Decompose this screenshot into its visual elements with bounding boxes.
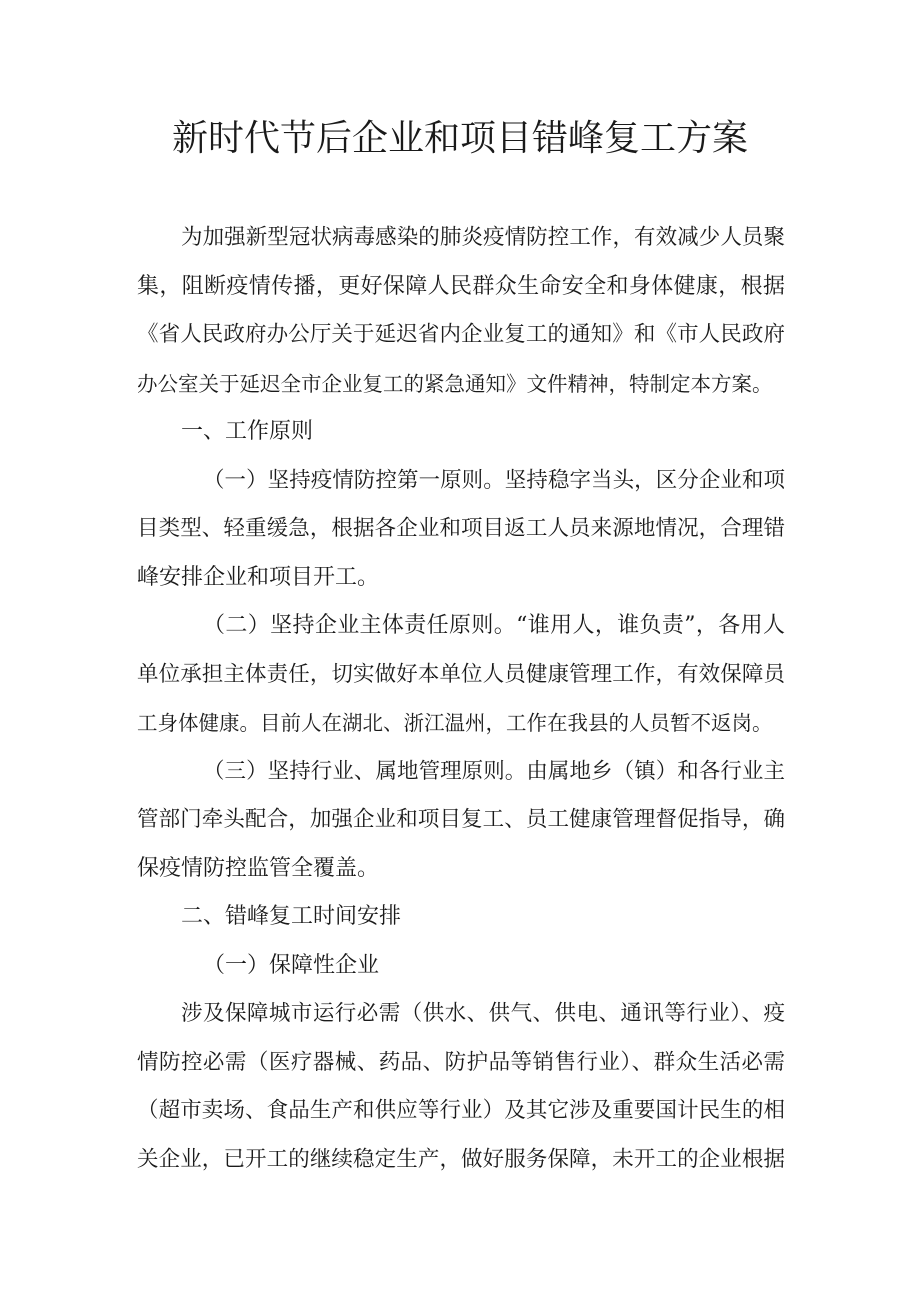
paragraph-line: 单位承担主体责任，切实做好本单位人员健康管理工作，有效保障员 [137,661,785,687]
paragraph-line: 管部门牵头配合，加强企业和项目复工、员工健康管理督促指导，确 [137,807,785,832]
document-body [137,214,785,1184]
section-heading: 二、错峰复工时间安排 [181,904,402,929]
section-heading: 一、工作原则 [181,419,314,444]
paragraph-line: 关企业，已开工的继续稳定生产，做好服务保障，未开工的企业根据 [137,1146,785,1172]
paragraph-line: 工身体健康。目前人在湖北、浙江温州，工作在我县的人员暂不返岗。 [137,711,773,735]
paragraph-line: 办公室关于延迟全市企业复工的紧急通知》文件精神，特制定本方案。 [137,371,773,396]
paragraph-line: （二）坚持企业主体责任原则。“谁用人，谁负责”，各用人 [203,613,785,638]
paragraph-line: 《省人民政府办公厅关于延迟省内企业复工的通知》和《市人民政府 [137,322,785,347]
paragraph-line: 为加强新型冠状病毒感染的肺炎疫情防控工作，有效减少人员聚 [181,225,785,250]
document-title: 新时代节后企业和项目错峰复工方案 [171,118,748,159]
subsection-heading: （一）保障性企业 [203,952,380,978]
paragraph-line: （三）坚持行业、属地管理原则。由属地乡（镇）和各行业主 [203,758,785,784]
paragraph-line: （超市卖场、食品生产和供应等行业）及其它涉及重要国计民生的相 [137,1098,785,1123]
paragraph-line: 情防控必需（医疗器械、药品、防护品等销售行业）、群众生活必需 [137,1049,785,1075]
paragraph-line: 目类型、轻重缓急，根据各企业和项目返工人员来源地情况，合理错 [137,516,785,541]
paragraph-line: （一）坚持疫情防控第一原则。坚持稳字当头，区分企业和项 [203,467,785,493]
paragraph-line: 保疫情防控监管全覆盖。 [137,855,380,881]
paragraph-line: 涉及保障城市运行必需（供水、供气、供电、通讯等行业）、疫 [181,1001,785,1026]
paragraph-line: 集，阻断疫情传播，更好保障人民群众生命安全和身体健康，根据 [137,273,785,299]
paragraph-line: 峰安排企业和项目开工。 [137,564,380,590]
